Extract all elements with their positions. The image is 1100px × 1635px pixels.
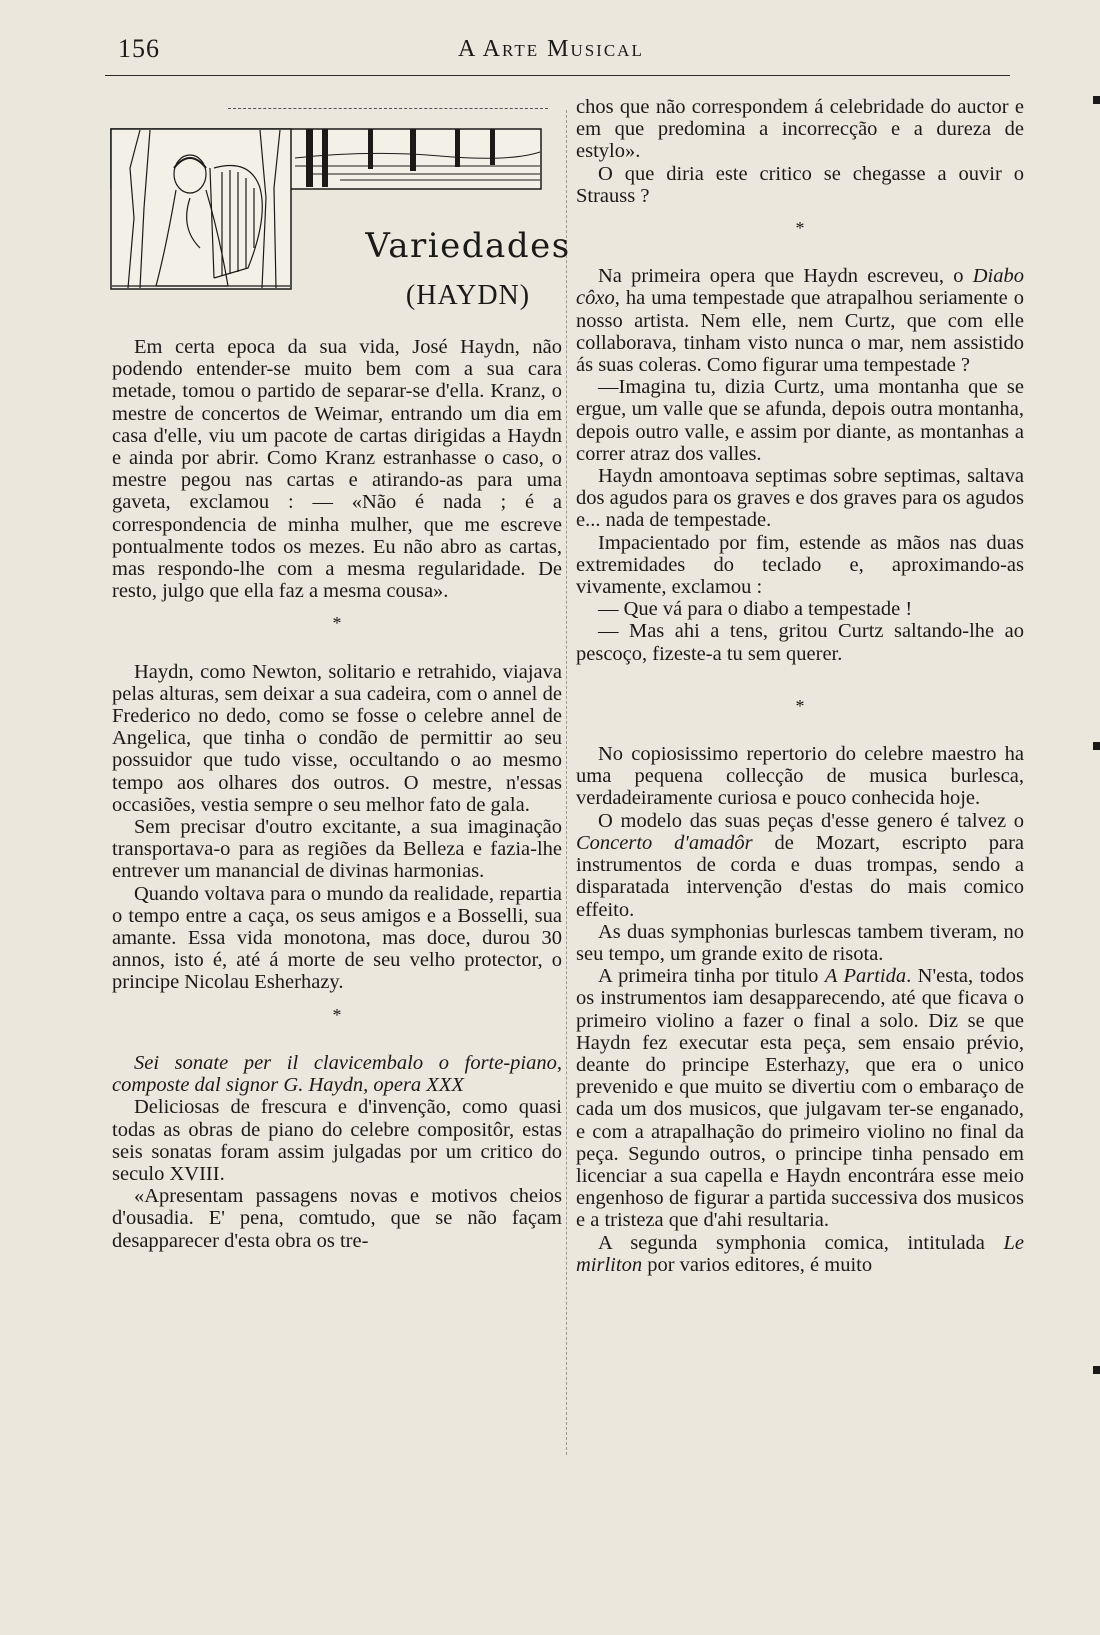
running-head <box>0 28 1100 68</box>
paragraph <box>576 1232 1024 1276</box>
right-column <box>576 96 1024 1276</box>
article-header <box>110 100 571 311</box>
paragraph: Impacientado por fim, estende as mãos nas duas extremidades do teclado e, aproximando-as vivamente, exclamou : <box>576 531 1024 599</box>
paragraph: Haydn amontoava septimas sobre septimas, saltava dos agudos para os graves e dos graves para os agudos e... nada de tempestade. <box>576 465 1024 532</box>
page-number: 156 <box>118 34 160 63</box>
article-heading <box>328 226 608 312</box>
paragraph: No copiosissimo repertorio do celebre maestro ha uma pequena collecção de musica burlesca, verdadeiramente curiosa e pouco conhecida hoje. <box>576 743 1024 810</box>
text-run: , ha uma tempestade que atrapalhou seriamente o nosso artista. Nem elle, nem Curtz, que com elle collaborava, tinham visto nunca o mar, nem assistido ás suas coleras. Como figurar uma tempestade ? <box>576 287 1024 377</box>
article-subtitle: (HAYDN) <box>405 280 531 311</box>
italic-title: Diabo côxo <box>576 265 1024 310</box>
paragraph: —Imagina tu, dizia Curtz, uma montanha que se ergue, um valle que se afunda, depois outra montanha, depois outro valle, e assim por diante, as montanhas a correr atraz dos valles. <box>576 376 1024 465</box>
journal-title: A Arte Musical <box>458 36 644 62</box>
paragraph: — Mas ahi a tens, gritou Curtz saltando-lhe ao pescoço, fizeste-a tu sem querer. <box>576 620 1024 665</box>
paragraph: chos que não correspondem á celebridade do auctor e em que predomina a incorrecção e a dureza de estylo». <box>576 96 1024 163</box>
paragraph <box>576 965 1024 1231</box>
paragraph: Quando voltava para o mundo da realidade, repartia o tempo entre a caça, os seus amigos e a Bosselli, sua amante. Essa vida monotona, mas doce, durou 30 annos, isto é, até á morte de seu velho protector, o principe Nicolau Esherhazy. <box>112 882 562 994</box>
paragraph: «Apresentam passagens novas e motivos cheios d'ousadia. E' pena, comtudo, que se não façam desapparecer d'esta obra os tre- <box>112 1185 562 1252</box>
paragraph: Em certa epoca da sua vida, José Haydn, não podendo entender-se muito bem com a sua cara metade, tomou o partido de separar-se d'ella. Kranz, o mestre de concertos de Weimar, entrando um dia em casa d'elle, viu um pacote de cartas dirigidas a Haydn e ainda por abrir. Como Kranz estranhasse o caso, o mestre pegou nas cartas e atirando-as para uma gaveta, exclamou : — «Não é nada ; é a correspondencia de minha mulher, que me escreve pontualmente todos os mezes. Eu não abro as cartas, mas respondo-lhe com a mesma regularidade. De resto, julgo que ella faz a mesma cousa». <box>112 336 562 603</box>
article-title: Variedades <box>365 226 571 266</box>
text-run: A segunda symphonia comica, intitulada <box>598 1231 1004 1254</box>
text-run: de Mozart, escripto para instrumentos de corda e duas trompas, sendo a disparatada intervenção d'estas do mais comico effeito. <box>576 831 1024 921</box>
section-separator: * <box>795 218 805 239</box>
italic-title: A Partida <box>824 965 907 988</box>
paragraph <box>576 810 1024 921</box>
text-run: por varios editores, é muito <box>642 1253 873 1276</box>
left-column <box>112 336 562 1252</box>
section-separator: * <box>332 613 342 634</box>
paragraph: Sem precisar d'outro excitante, a sua imaginação transportava-o para as regiões da Belleza e fazia-lhe entrever um manancial de divinas harmonias. <box>112 816 562 883</box>
text-run: . N'esta, todos os instrumentos iam desapparecendo, até que ficava o primeiro violino a fazer o final a solo. Diz se que Haydn fez executar esta peça, sem ensaio prévio, deante do principe Esterhazy, que era o unico prevenido e que muito se divertiu com o embaraço de cada um dos musicos, que julgavam ter-se enganado, e com a atrapalhação do primeiro violino no final da peça. Segundo outros, o principe tinha pensado em licenciar a sua capella e Haydn encontrára esse meio engenhoso de figurar a partida successiva dos musicos e a tristeza que d'ahi resultaria. <box>576 965 1024 1232</box>
italic-title: Concerto d'amadôr <box>576 831 753 854</box>
paragraph: As duas symphonias burlescas tambem tiveram, no seu tempo, um grande exito de risota. <box>576 920 1024 965</box>
paragraph: — Que vá para o diabo a tempestade ! <box>598 598 913 621</box>
header-rule <box>105 75 1010 76</box>
section-separator: * <box>795 695 805 716</box>
ornament-rule <box>228 108 548 109</box>
paragraph: Deliciosas de frescura e d'invenção, como quasi todas as obras de piano do celebre compositôr, estas seis sonatas foram assim julgadas por um critico do seculo XVIII. <box>112 1096 562 1185</box>
section-separator: * <box>332 1004 342 1025</box>
text-run: O modelo das suas peças d'esse genero é talvez o <box>598 809 1024 832</box>
work-title: Sei sonate per il clavicembalo o forte-piano, composte dal signor G. Haydn, opera XXX <box>112 1051 562 1097</box>
edge-mark <box>1093 1366 1100 1374</box>
paragraph: O que diria este critico se chegasse a ouvir o Strauss ? <box>576 162 1024 207</box>
paragraph <box>576 265 1024 376</box>
text-run: A primeira tinha por titulo <box>598 965 825 988</box>
edge-mark <box>1093 742 1100 750</box>
edge-mark <box>1093 96 1100 104</box>
italic-title: Le mirliton <box>576 1231 1024 1276</box>
text-run: Na primeira opera que Haydn escreveu, o <box>598 265 973 288</box>
paragraph: Haydn, como Newton, solitario e retrahido, viajava pelas alturas, sem deixar a sua cadeira, com o annel de Frederico no dedo, como se fosse o celebre annel de Angelica, que tinha o condão de permittir ao seu possuidor que tudo visse, occultando o ao mesmo tempo aos olhares dos outros. O mestre, n'essas occasiões, vestia sempre o seu melhor fato de gala. <box>112 660 562 816</box>
